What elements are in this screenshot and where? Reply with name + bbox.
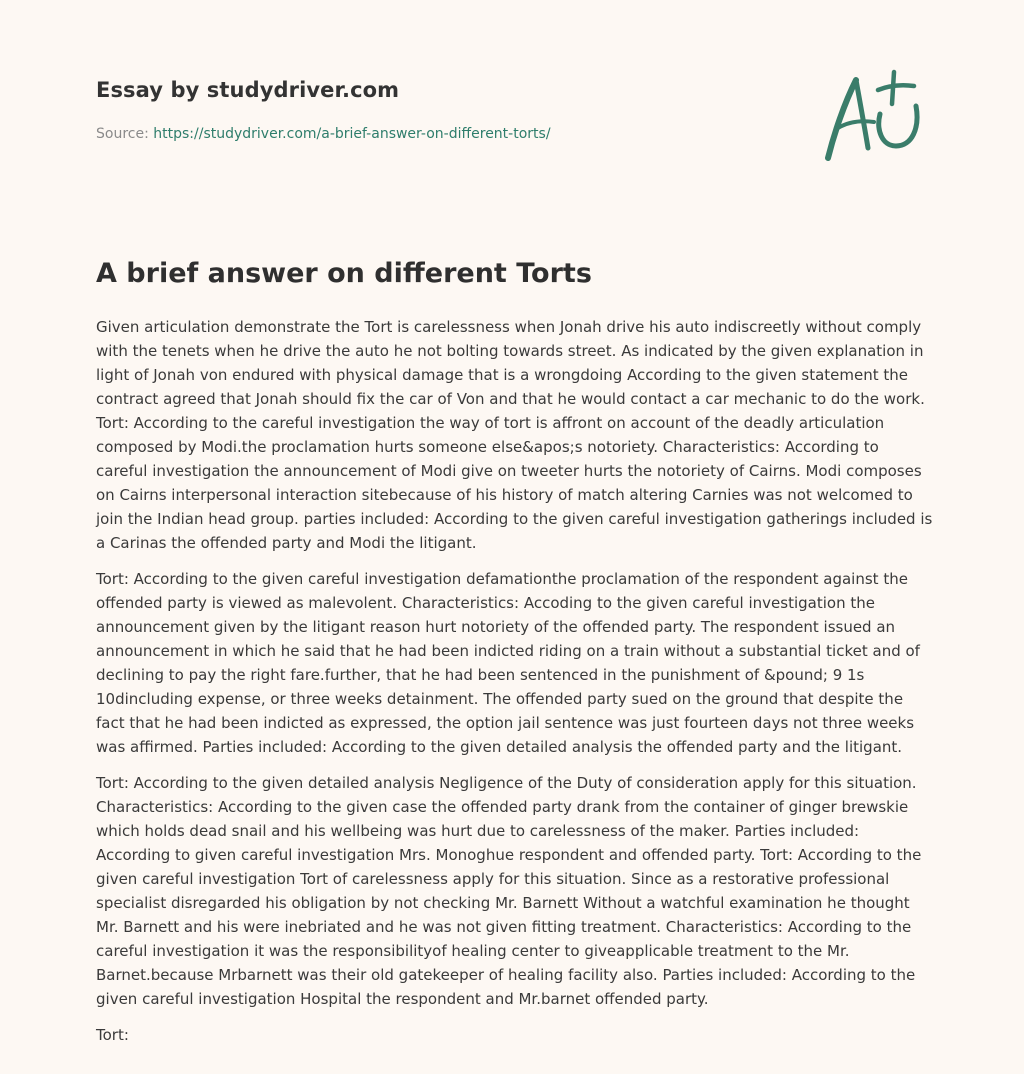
header	[96, 76, 796, 144]
paragraph: Given articulation demonstrate the Tort is carelessness when Jonah drive his auto indiscreetly without comply with the tenets when he drive the auto he not bolting towards street. As indicated by the given explanation in light of Jonah von endured with physical damage that is a wrongdoing According to the given statement the contract agreed that Jonah should fix the car of Von and that he would contact a car mechanic to do the work. Tort: According to the careful investigation the way of tort is affront on account of the deadly articulation composed by Modi.the proclamation hurts someone else&apos;s notoriety. Characteristics: According to careful investigation the announcement of Modi give on tweeter hurts the notoriety of Cairns. Modi composes on Cairns interpersonal interaction sitebecause of his history of match altering Carnies was not welcomed to join the Indian head group. parties included: According to the given careful investigation gatherings included is a Carinas the offended party and Modi the litigant.	[96, 318, 933, 552]
paragraph: Tort: According to the given careful investigation defamationthe proclamation of the respondent against the offended party is viewed as malevolent. Characteristics: Accoding to the given careful investigation the announcement given by the litigant reason hurt notoriety of the offended party. The respondent issued an announcement in which he said that he had been indicted riding on a train without a substantial ticket and of declining to pay the right fare.further, that he had been sentenced in the punishment of &pound; 9 1s 10dincluding expense, or three weeks detainment. The offended party sued on the ground that despite the fact that he had been indicted as expressed, the option jail sentence was just fourteen days not three weeks was affirmed. Parties included: According to the given detailed analysis the offended party and the litigant.	[96, 570, 920, 756]
essay-title: A brief answer on different Torts	[96, 258, 592, 289]
source-line	[96, 124, 796, 144]
site-title: Essay by studydriver.com	[96, 78, 400, 102]
paragraph: Tort:	[96, 1026, 129, 1044]
a-plus-logo-svg	[820, 66, 930, 166]
a-plus-logo-icon	[820, 66, 930, 166]
paragraph: Tort: According to the given detailed analysis Negligence of the Duty of consideration apply for this situation. Characteristics: According to the given case the offended party drank from the container of ginger brewskie which holds dead snail and his wellbeing was hurt due to carelessness of the maker. Parties included: According to given careful investigation Mrs. Monoghue respondent and offended party. Tort: According to the given careful investigation Tort of carelessness apply for this situation. Since as a restorative professional specialist disregarded his obligation by not checking Mr. Barnett Without a watchful examination he thought Mr. Barnett and his were inebriated and he was not given fitting treatment. Characteristics: According to the careful investigation it was the responsibilityof healing center to giveapplicable treatment to the Mr. Barnet.because Mrbarnett was their old gatekeeper of healing facility also. Parties included: According to the given careful investigation Hospital the respondent and Mr.barnet offended party.	[96, 774, 922, 1008]
essay-body	[96, 315, 934, 1059]
source-label: Source:	[96, 126, 154, 142]
source-link[interactable]: https://studydriver.com/a-brief-answer-on-different-torts/	[153, 126, 551, 142]
